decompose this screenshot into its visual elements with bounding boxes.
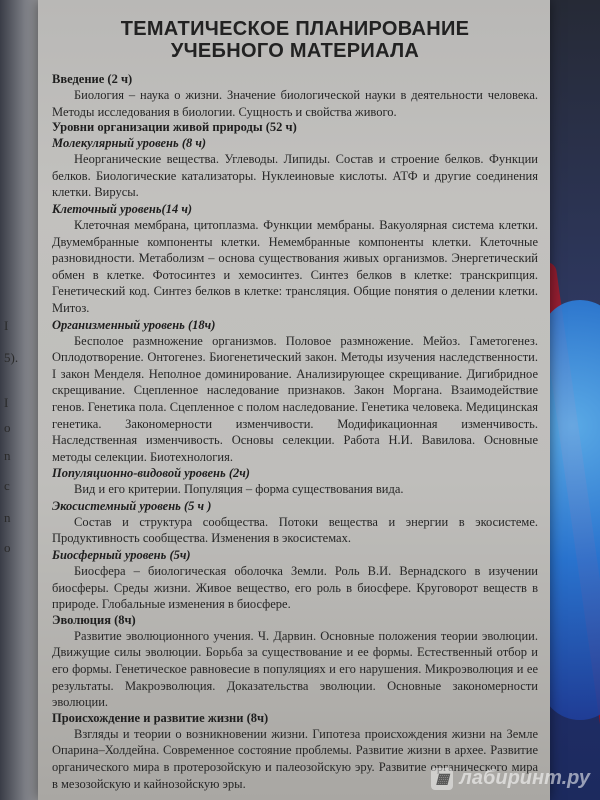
subsection-text-population: Вид и его критерии. Популяция – форма существования вида.	[74, 482, 404, 497]
margin-fragment: 5).	[4, 350, 19, 365]
margin-fragment: I	[4, 318, 9, 333]
margin-fragment: n	[4, 448, 11, 463]
watermark-text: лабиринт.ру	[459, 767, 590, 789]
book-page	[38, 0, 550, 800]
subsection-heading-organism: Организменный уровень (18ч)	[52, 317, 216, 332]
section-heading-origin: Происхождение и развитие жизни (8ч)	[52, 710, 269, 725]
title-line-2: УЧЕБНОГО МАТЕРИАЛА	[170, 40, 420, 62]
margin-fragment: n	[4, 510, 11, 525]
section-text-evolution: Развитие эволюционного учения. Ч. Дарвин. Основные положения теории эволюции. Движущие силы эволюции. Борьба за существование и ее формы. Естественный отбор и его формы. Генетическое равновесие в популяциях и его нарушения. Микроэволюция и ее результаты. Макроэволюция. Доказательства эволюции. Основные закономерности эволюции.	[52, 628, 538, 710]
labyrinth-logo-icon: ▦	[431, 768, 453, 790]
title-line-1: ТЕМАТИЧЕСКОЕ ПЛАНИРОВАНИЕ	[120, 18, 470, 40]
section-text-intro: Биология – наука о жизни. Значение биологической науки в деятельности человека. Методы исследования в биологии. Сущность и свойства живого.	[52, 88, 538, 119]
subsection-text-organism: Бесполое размножение организмов. Половое размножение. Мейоз. Гаметогенез. Оплодотворение. Онтогенез. Биогенетический закон. Методы изучения наследственности. I закон Менделя. Неполное доминирование. Анализирующее скрещивание. Дигибридное скрещивание. Сцепленное наследование признаков. Закон Моргана. Взаимодействие генов. Генетика пола. Сцепленное с полом наследование. Генетика человека. Медицинская генетика. Закономерности изменчивости. Модификационная изменчивость. Наследственная изменчивость. Основы селекции. Работа Н.И. Вавилова. Основные методы селекции. Биотехнология.	[52, 333, 538, 464]
subsection-heading-cellular: Клеточный уровень(14 ч)	[52, 201, 193, 216]
section-text-origin: Взгляды и теории о возникновении жизни. Гипотеза происхождения жизни на Земле Опарина–Холдейна. Современное состояние проблемы. Развитие жизни в архее. Развитие органического мира в протерозойскую и палеозойскую эру. Развитие органического мира в мезозойскую и кайнозойскую эры.	[52, 726, 538, 791]
page-content	[52, 18, 538, 792]
section-heading-levels: Уровни организации живой природы (52 ч)	[52, 120, 297, 135]
section-heading-intro: Введение (2 ч)	[52, 72, 133, 86]
subsection-text-ecosystem: Состав и структура сообщества. Потоки вещества и энергии в экосистеме. Продуктивность сообщества. Изменения в экосистемах.	[52, 514, 538, 546]
subsection-heading-ecosystem: Экосистемный уровень (5 ч )	[52, 498, 212, 513]
subsection-text-molecular: Неорганические вещества. Углеводы. Липиды. Состав и строение белков. Функции белков. Биологические катализаторы. Нуклеиновые кислоты. АТФ и другие соединения клетки. Вирусы.	[52, 152, 538, 200]
subsection-heading-population: Популяционно-видовой уровень (2ч)	[52, 466, 250, 481]
subsection-text-biosphere: Биосфера – биологическая оболочка Земли. Роль В.И. Вернадского в изучении биосферы. Среды жизни. Живое вещество, его роль в биосфере. Круговорот веществ в природе. Глобальные изменения в биосфере.	[52, 564, 538, 612]
subsection-heading-biosphere: Биосферный уровень (5ч)	[52, 548, 191, 563]
margin-fragment: o	[4, 420, 11, 435]
margin-fragment: o	[4, 540, 11, 555]
page-title	[52, 18, 538, 62]
subsection-heading-molecular: Молекулярный уровень (8 ч)	[52, 136, 207, 151]
adjacent-page-edge	[0, 0, 42, 800]
margin-fragment: I	[4, 395, 9, 410]
margin-fragment: c	[4, 478, 10, 493]
subsection-text-cellular: Клеточная мембрана, цитоплазма. Функции мембраны. Вакуолярная система клетки. Двумембранные компоненты клетки. Немембранные компоненты клетки. Клеточные разновидности. Метаболизм – основа существования живых организмов. Энергетический обмен в клетке. Фотосинтез и хемосинтез. Синтез белков в клетке: транскрипция. Генетический код. Синтез белков в клетке: трансляция. Общие понятия о делении клетки. Митоз.	[52, 217, 538, 315]
watermark	[431, 767, 590, 790]
section-heading-evolution: Эволюция (8ч)	[52, 612, 136, 627]
